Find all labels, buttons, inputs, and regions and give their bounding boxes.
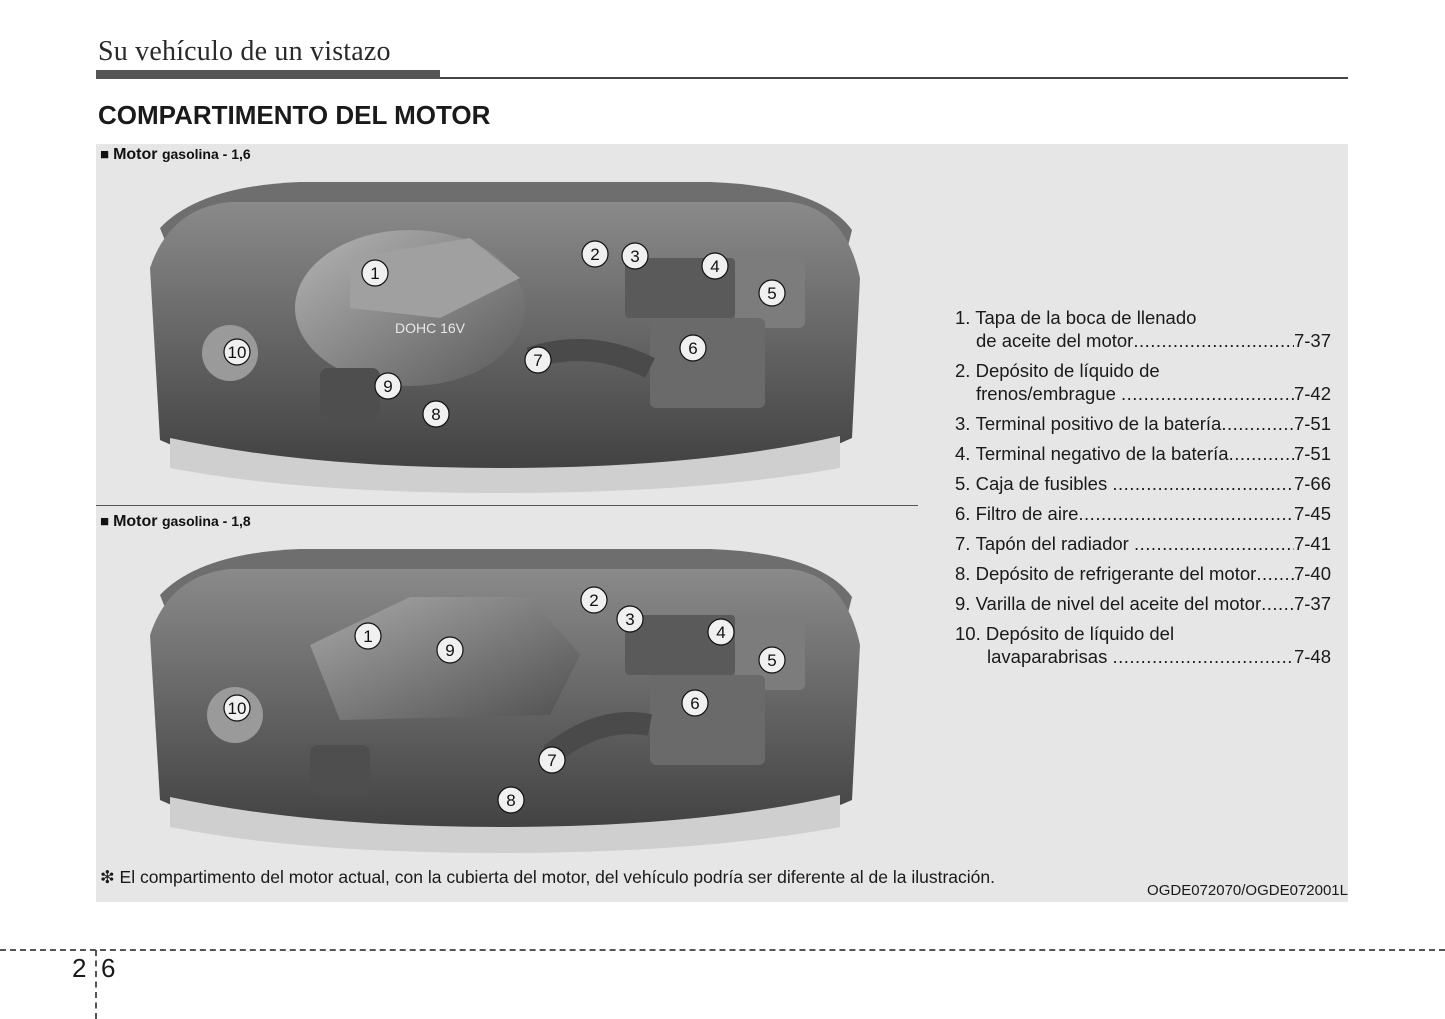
callout-3: 3 <box>630 247 640 266</box>
engine-label-2 <box>100 513 251 531</box>
parts-legend <box>955 306 1331 675</box>
section-title: COMPARTIMENTO DEL MOTOR <box>98 100 491 130</box>
callout-2: 2 <box>589 591 599 610</box>
callout-4: 4 <box>710 257 720 276</box>
footer-dashed-rule <box>0 949 1445 951</box>
callout-4: 4 <box>716 623 726 642</box>
callout-9: 9 <box>445 641 455 660</box>
bullet-square: ■ <box>100 513 110 530</box>
engine-spec: gasolina - 1,6 <box>161 146 251 162</box>
callout-5: 5 <box>767 651 777 670</box>
engine-illustration-1 <box>140 168 870 498</box>
header-bar <box>96 70 440 79</box>
engine-spec: gasolina - 1,8 <box>161 513 251 529</box>
dohc-text: DOHC 16V <box>395 320 466 336</box>
callout-9: 9 <box>383 377 393 396</box>
callout-10: 10 <box>227 699 247 718</box>
bullet-square: ■ <box>100 146 110 163</box>
legend-item: 4. Terminal negativo de la batería ..... 7-51 <box>955 442 1331 465</box>
callout-10: 10 <box>227 343 247 362</box>
legend-item: 8. Depósito de refrigerante del motor ..... 7-40 <box>955 562 1331 585</box>
legend-item: 9. Varilla de nivel del aceite del motor ..... 7-37 <box>955 592 1331 615</box>
header-title: Su vehículo de un vistazo <box>98 36 391 67</box>
callout-6: 6 <box>690 694 700 713</box>
callout-1: 1 <box>363 627 373 646</box>
header-rule <box>440 77 1348 79</box>
callout-1: 1 <box>370 264 380 283</box>
legend-item: 1. Tapa de la boca de llenado de aceite del motor ..... 7-37 <box>955 306 1331 352</box>
air-filter <box>650 675 765 765</box>
engine-label-1 <box>100 146 251 164</box>
footer-dashed-separator <box>95 950 97 1019</box>
legend-item: 6. Filtro de aire ..... 7-45 <box>955 502 1331 525</box>
figure-divider <box>96 505 918 506</box>
legend-item: 3. Terminal positivo de la batería ..... 7-51 <box>955 412 1331 435</box>
callout-7: 7 <box>547 751 557 770</box>
legend-item: 5. Caja de fusibles ..... 7-66 <box>955 472 1331 495</box>
engine-illustration-2 <box>140 535 870 855</box>
engine-label-text: Motor <box>113 513 158 530</box>
callout-5: 5 <box>767 284 777 303</box>
callout-2: 2 <box>590 245 600 264</box>
figure-code: OGDE072070/OGDE072001L <box>1147 882 1348 899</box>
alternator <box>320 368 380 418</box>
callout-3: 3 <box>625 610 635 629</box>
air-filter <box>650 318 765 408</box>
alternator <box>310 745 370 795</box>
page-number: 6 <box>101 953 116 983</box>
footnote: ❇ El compartimento del motor actual, con la cubierta del motor, del vehículo podría ser diferente al de la ilustración. <box>100 867 995 887</box>
callout-8: 8 <box>431 405 441 424</box>
callout-7: 7 <box>533 351 543 370</box>
legend-item: 2. Depósito de líquido de frenos/embrague ..... 7-42 <box>955 359 1331 405</box>
chapter-number: 2 <box>72 953 87 983</box>
legend-item: 10. Depósito de líquido del lavaparabrisas ..... 7-48 <box>955 622 1331 668</box>
engine-label-text: Motor <box>113 146 158 163</box>
callout-6: 6 <box>688 339 698 358</box>
legend-item: 7. Tapón del radiador ..... 7-41 <box>955 532 1331 555</box>
callout-8: 8 <box>506 791 516 810</box>
